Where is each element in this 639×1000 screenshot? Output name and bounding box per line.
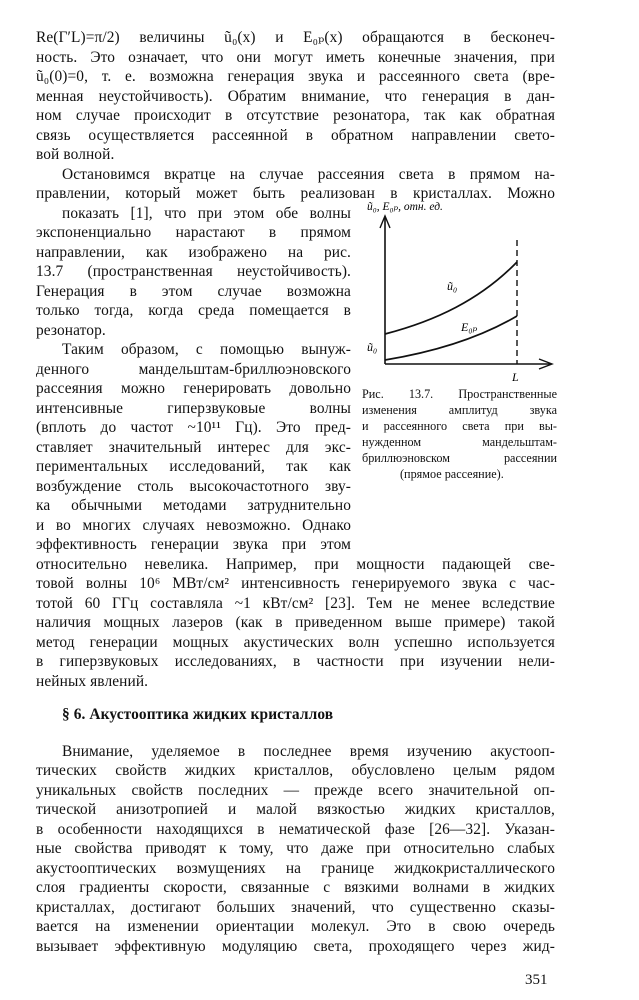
text-line: резонатор. xyxy=(36,322,106,339)
text-line: эффективность генерации звука при этом xyxy=(36,536,351,553)
text-line: вызывает эффективную модуляцию света, проходящего через жид- xyxy=(36,938,555,955)
text-line: направлении, как изображено на рис. xyxy=(36,244,351,261)
y-axis-label: ũ₀, E₀ₚ, отн. ед. xyxy=(367,201,443,213)
text-line: ном случае происходит в отсутствие резонатора, так как обратная xyxy=(36,107,555,124)
caption-line: бриллюэновском рассеянии xyxy=(362,451,557,465)
text-line: менная неустойчивость). Обратим внимание, что генерация в дан- xyxy=(36,88,555,105)
text-line: наличия мощных лазеров (как в приведенном выше примере) такой xyxy=(36,614,555,631)
text-line: относительно невелика. Например, при мощности падающей све- xyxy=(36,556,555,573)
caption-line: и рассеянного света при вы- xyxy=(362,419,557,433)
text-line: связь осуществляется рассеянной в обратном направлении свето- xyxy=(36,127,555,144)
text-line: только тогда, когда среда помещается в xyxy=(36,302,351,319)
text-line: Таким образом, с помощью вынуж- xyxy=(62,341,351,358)
caption-line: изменения амплитуд звука xyxy=(362,403,557,417)
text-line: правлении, который может быть реализован в кристаллах. Можно xyxy=(36,185,555,202)
text-line: Остановимся вкратце на случае рассеяния света в прямом на- xyxy=(62,166,555,183)
caption-line: нужденном мандельштам- xyxy=(362,435,557,449)
text-line: показать [1], что при этом обе волны xyxy=(62,205,351,222)
curve-u0-label: ũ₀ xyxy=(447,279,458,293)
text-line: 13.7 (пространственная неустойчивость). xyxy=(36,263,351,280)
text-line: денного мандельштам-бриллюэновского xyxy=(36,361,351,378)
text-line: уникальных свойств последних — прежде всего значительной оп- xyxy=(36,782,555,799)
text-line: возбуждение столь высокочастотного зву- xyxy=(36,478,351,495)
text-line: Re(Γ′L)=π/2) величины ũ₀(x) и E₀ₚ(x) обращаются в бесконеч- xyxy=(36,29,555,46)
text-line: нейных явлений. xyxy=(36,673,149,690)
curve-u0 xyxy=(385,262,517,334)
text-line: товой волны 10⁶ МВт/см² интенсивность генерируемого звука с час- xyxy=(36,575,555,592)
text-line: метод генерации мощных акустических волн успешно используется xyxy=(36,634,555,651)
text-line: ность. Это означает, что они могут иметь конечные значения, при xyxy=(36,49,555,66)
curve-e0p-label: E₀ₚ xyxy=(461,320,478,334)
text-line: ставляет значительный интерес для экс- xyxy=(36,439,351,456)
text-line: экспоненциально нарастают в прямом xyxy=(36,224,351,241)
text-line: Внимание, уделяемое в последнее время изучению акустооп- xyxy=(62,743,555,760)
caption-line: Рис. 13.7. Пространственные xyxy=(362,387,557,401)
text-line: тической анизотропией и малой вязкостью жидких кристаллов, xyxy=(36,801,555,818)
text-line: ные свойства приводят к тому, что даже при относительно слабых xyxy=(36,840,555,857)
text-line: кристаллах, достигают больших значений, что существенно сказы- xyxy=(36,899,555,916)
text-line: вой волной. xyxy=(36,146,115,163)
text-line: (вплоть до частот ~10¹¹ Гц). Это пред- xyxy=(36,419,351,436)
text-line: вается на изменении ориентации молекул. Это в свою очередь xyxy=(36,918,555,935)
text-line: и во многих случаях невозможно. Однако xyxy=(36,517,351,534)
text-line: Генерация в этом случае возможна xyxy=(36,283,351,300)
text-line: интенсивные гиперзвуковые волны xyxy=(36,400,351,417)
text-line: ũ₀(0)=0, т. е. возможна генерация звука и рассеянного света (вре- xyxy=(36,68,555,85)
page-number: 351 xyxy=(525,972,548,988)
text-line: тотой 60 ГГц составляла ~1 кВт/см² [23]. Тем не менее вследствие xyxy=(36,595,555,612)
text-line: акустооптических возмущениях на границе жидкокристаллического xyxy=(36,860,555,877)
text-line: периментальных исследований, так как xyxy=(36,458,351,475)
figure-13-7 xyxy=(355,196,565,386)
x-end-label: L xyxy=(512,370,519,384)
section-heading: § 6. Акустооптика жидких кристаллов xyxy=(62,706,334,723)
text-line: тических свойств жидких кристаллов, обусловлено целым рядом xyxy=(36,762,555,779)
caption-line: (прямое рассеяние). xyxy=(400,467,504,481)
start-value-label: ũ₀ xyxy=(367,340,378,354)
text-line: рассеяния можно генерировать довольно xyxy=(36,380,351,397)
text-line: в особенности находящихся в нематической фазе [26—32]. Указан- xyxy=(36,821,555,838)
curve-e0p xyxy=(385,316,517,360)
text-line: ка обычными методами затруднительно xyxy=(36,497,351,514)
text-line: слоя градиенты скорости, связанные с вязкими волнами в жидких xyxy=(36,879,555,896)
text-line: в гиперзвуковых исследованиях, в частности при изучении нели- xyxy=(36,653,555,670)
